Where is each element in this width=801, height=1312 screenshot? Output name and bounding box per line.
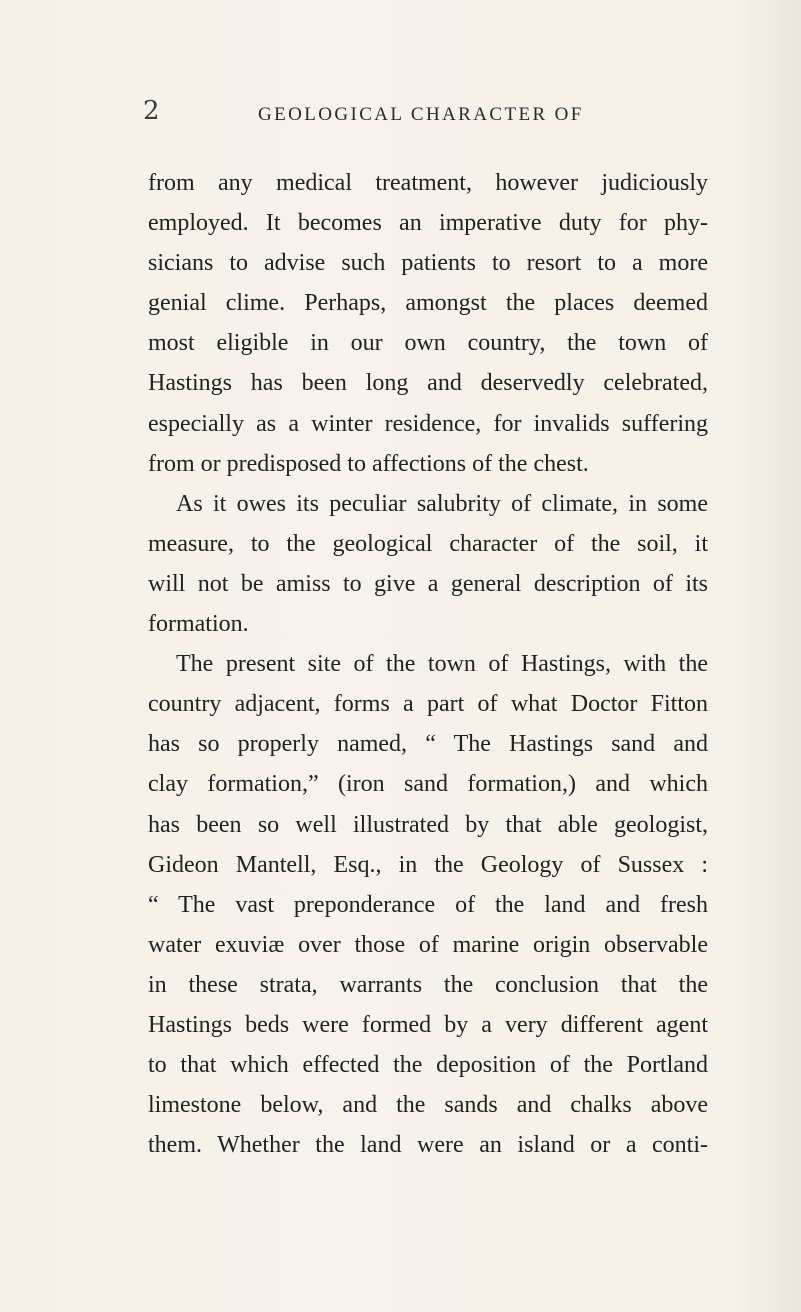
body-text [148,163,708,1165]
text-line: limestone below, and the sands and chalks above [148,1092,708,1119]
text-line: “ The vast preponderance of the land and fresh [148,891,708,918]
running-title: GEOLOGICAL CHARACTER OF [258,104,584,125]
text-line: country adjacent, forms a part of what Doctor Fitton [148,691,708,718]
text-line: The present site of the town of Hastings, with the [176,651,708,678]
text-line: employed. It becomes an imperative duty for phy- [148,210,708,237]
text-line: from or predisposed to affections of the chest. [148,450,589,477]
text-line: especially as a winter residence, for invalids suffering [148,410,708,437]
text-line: Hastings has been long and deservedly celebrated, [148,370,708,397]
text-line: formation. [148,611,249,638]
text-line: them. Whether the land were an island or a conti- [148,1132,708,1159]
text-line: from any medical treatment, however judiciously [148,170,708,196]
page-header [0,96,801,130]
text-line: most eligible in our own country, the town of [148,330,708,357]
text-line: has so properly named, “ The Hastings sand and [148,731,708,758]
text-line: Hastings beds were formed by a very different agent [148,1011,708,1038]
text-line: to that which effected the deposition of the Portland [148,1052,708,1079]
page-number: 2 [143,96,160,126]
text-line: clay formation,” (iron sand formation,) and which [148,771,708,798]
text-line: As it owes its peculiar salubrity of climate, in some [176,490,708,517]
text-line: Gideon Mantell, Esq., in the Geology of Sussex : [148,851,708,878]
text-line: will not be amiss to give a general description of its [148,570,708,597]
text-line: has been so well illustrated by that able geologist, [148,811,708,838]
text-line: in these strata, warrants the conclusion that the [148,971,708,998]
text-line: measure, to the geological character of the soil, it [148,530,708,557]
text-line: sicians to advise such patients to resort to a more [148,250,708,277]
text-line: water exuviæ over those of marine origin observable [148,931,708,958]
text-line: genial clime. Perhaps, amongst the places deemed [148,290,708,317]
